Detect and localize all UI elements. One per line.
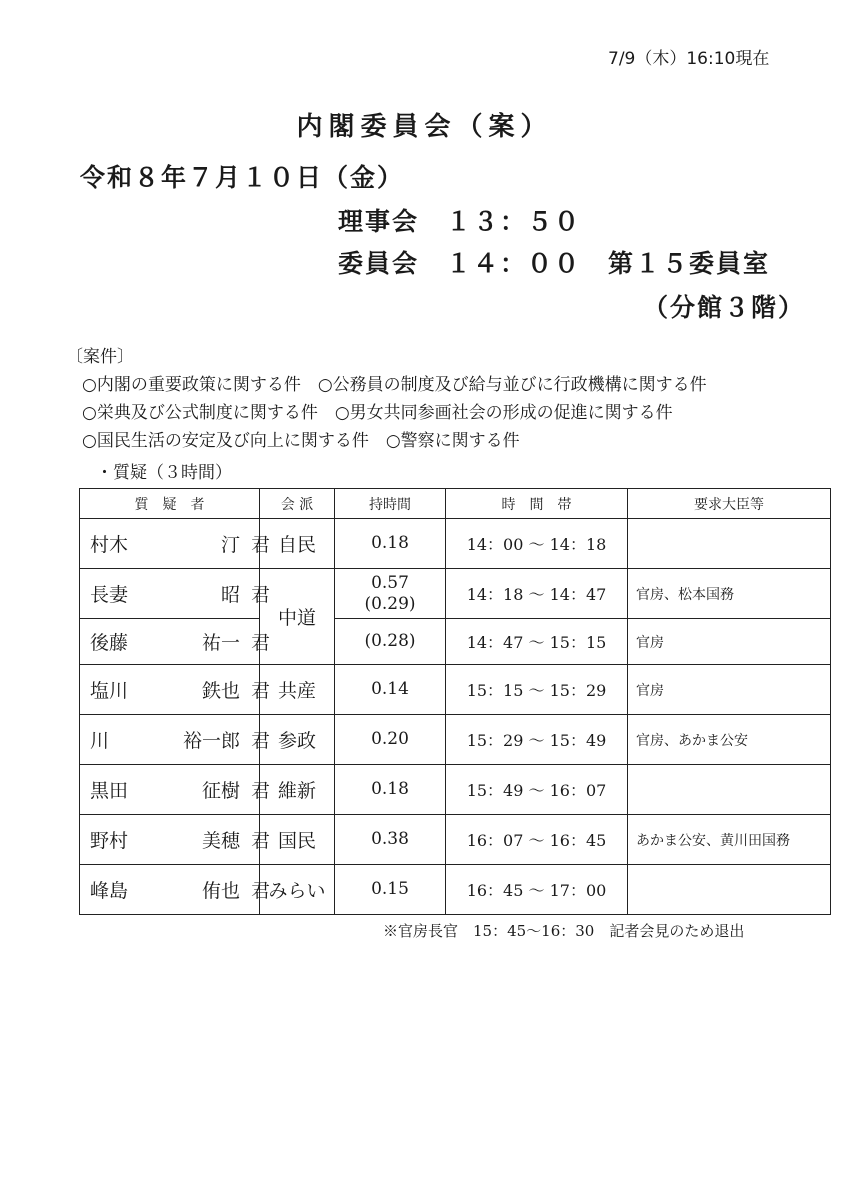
- questioner-name: 黒田 征樹 君: [80, 765, 260, 815]
- questions-heading: ・質疑（３時間）: [96, 463, 232, 483]
- table-row: [80, 815, 831, 865]
- agenda-item-line: ○内閣の重要政策に関する件 ○公務員の制度及び給与並びに行政機構に関する件: [82, 375, 707, 395]
- schedule-location: （分館３階）: [643, 293, 806, 322]
- timeslot-cell: 15：15 ～ 15：29: [446, 665, 628, 715]
- minutes-cell: 0.15: [335, 865, 446, 915]
- ministers-cell: 官房、あかま公安: [628, 715, 831, 765]
- minutes-cell: 0.18: [335, 519, 446, 569]
- schedule-board-meeting: 理事会 １３：５０: [338, 207, 582, 236]
- questioner-name: 村木 汀 君: [80, 519, 260, 569]
- table-row: [80, 519, 831, 569]
- minutes-share: (0.29): [364, 593, 416, 614]
- ministers-cell: 官房: [628, 665, 831, 715]
- minutes-cell: 0.20: [335, 715, 446, 765]
- header-timeslot: 時 間 帯: [446, 489, 628, 519]
- footnote: ※官房長官 15：45～16：30 記者会見のため退出: [383, 922, 745, 940]
- timeslot-cell: 14：00 ～ 14：18: [446, 519, 628, 569]
- party-cell: 中道: [260, 569, 335, 665]
- meeting-date: 令和８年７月１０日（金）: [80, 163, 405, 192]
- party-cell: みらい: [260, 865, 335, 915]
- ministers-cell: [628, 765, 831, 815]
- timeslot-cell: 15：49 ～ 16：07: [446, 765, 628, 815]
- ministers-cell: あかま公安、黄川田国務: [628, 815, 831, 865]
- minutes-cell: 0.38: [335, 815, 446, 865]
- timeslot-cell: 16：45 ～ 17：00: [446, 865, 628, 915]
- header-questioner: 質 疑 者: [80, 489, 260, 519]
- table-row: [80, 619, 831, 665]
- timeslot-cell: 14：47 ～ 15：15: [446, 619, 628, 665]
- table-row: [80, 569, 831, 619]
- questioner-name: 川 裕一郎 君: [80, 715, 260, 765]
- table-row: [80, 865, 831, 915]
- timeslot-cell: 14：18 ～ 14：47: [446, 569, 628, 619]
- ministers-cell: [628, 865, 831, 915]
- minutes-cell: 0.14: [335, 665, 446, 715]
- table-row: [80, 715, 831, 765]
- header-minutes: 持時間: [335, 489, 446, 519]
- table-row: [80, 765, 831, 815]
- questioner-name: 後藤 祐一 君: [80, 619, 260, 665]
- minutes-cell: 0.18: [335, 765, 446, 815]
- ministers-cell: [628, 519, 831, 569]
- timestamp: 7/9（木）16:10現在: [608, 49, 770, 69]
- timeslot-cell: 16：07 ～ 16：45: [446, 815, 628, 865]
- table-header-row: [80, 489, 831, 519]
- ministers-cell: 官房、松本国務: [628, 569, 831, 619]
- questioner-name: 長妻 昭 君: [80, 569, 260, 619]
- questioner-name: 峰島 侑也 君: [80, 865, 260, 915]
- questioner-name: 野村 美穂 君: [80, 815, 260, 865]
- schedule-committee-meeting: 委員会 １４：００ 第１５委員室: [338, 249, 771, 278]
- agenda-item-line: ○国民生活の安定及び向上に関する件 ○警察に関する件: [82, 431, 520, 451]
- page-title: 内閣委員会（案）: [296, 112, 553, 142]
- table-row: [80, 665, 831, 715]
- minutes-total: 0.57: [371, 572, 409, 593]
- party-cell: 共産: [260, 665, 335, 715]
- party-cell: 自民: [260, 519, 335, 569]
- header-ministers: 要求大臣等: [628, 489, 831, 519]
- party-cell: 国民: [260, 815, 335, 865]
- minutes-cell: (0.28): [335, 619, 446, 665]
- questioner-name: 塩川 鉄也 君: [80, 665, 260, 715]
- ministers-cell: 官房: [628, 619, 831, 665]
- party-cell: 参政: [260, 715, 335, 765]
- party-cell: 維新: [260, 765, 335, 815]
- agenda-item-line: ○栄典及び公式制度に関する件 ○男女共同参画社会の形成の促進に関する件: [82, 403, 673, 423]
- timeslot-cell: 15：29 ～ 15：49: [446, 715, 628, 765]
- header-party: 会 派: [260, 489, 335, 519]
- agenda-heading: 〔案件〕: [66, 347, 134, 367]
- questioner-table: [79, 488, 831, 915]
- minutes-cell: [335, 569, 446, 619]
